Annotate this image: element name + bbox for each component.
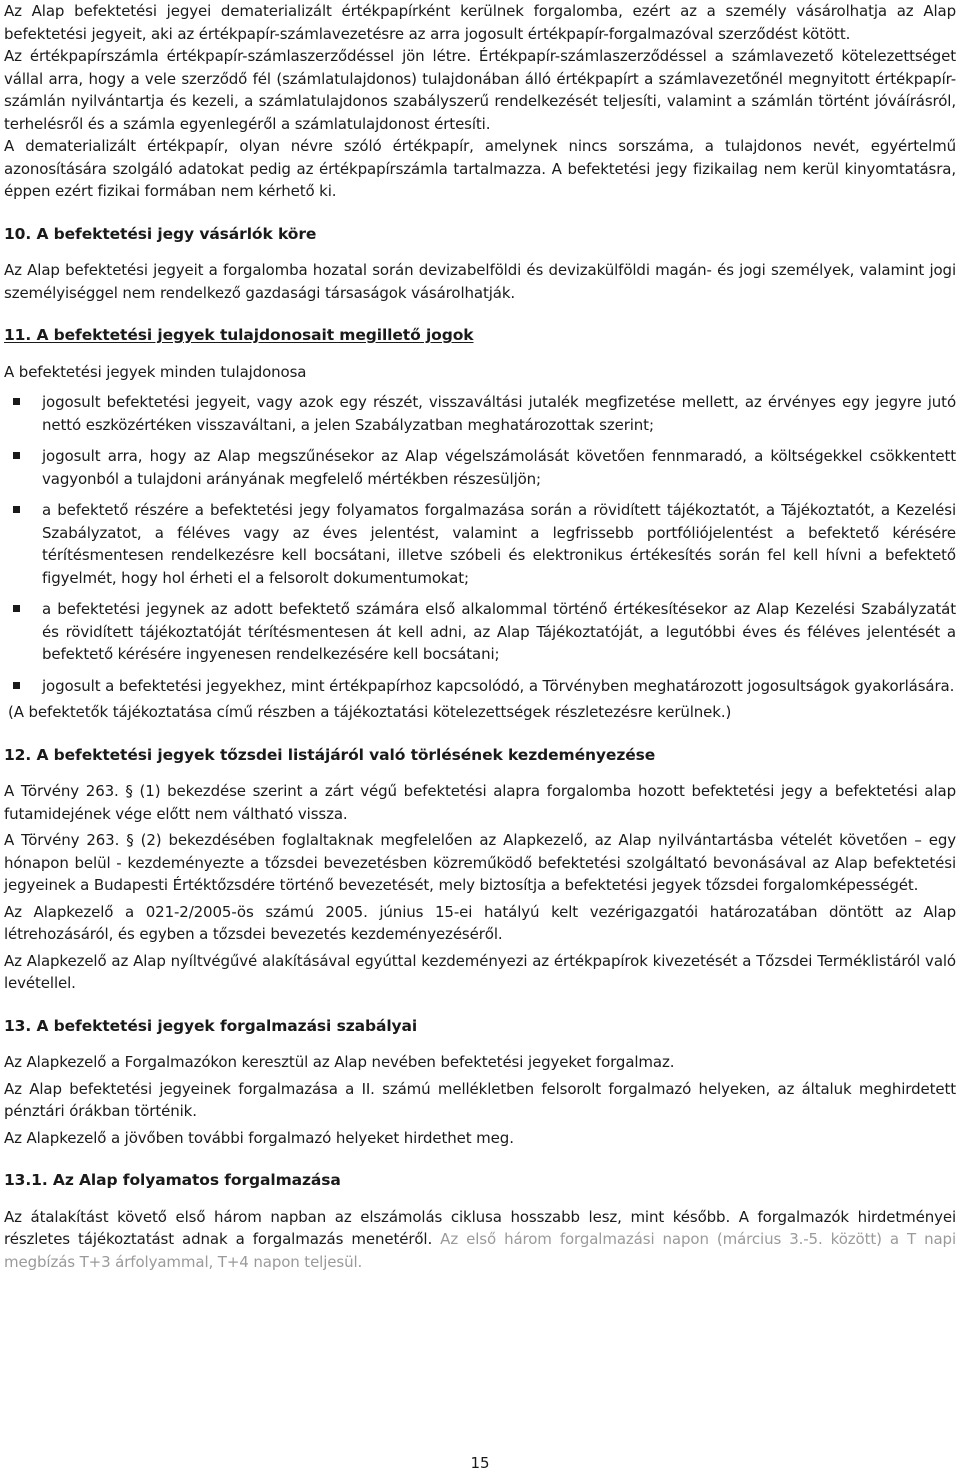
section-11-heading	[4, 324, 956, 347]
section-11-note: (A befektetők tájékoztatása című részben a tájékoztatási kötelezettségek részletezésre kerülnek.)	[8, 703, 732, 721]
section-13-1-text: Az átalakítást követő első három napban az elszámolás ciklusa hosszabb lesz, mint később. A forgalmazók hirdetményei részletes tájékoztatást adnak a forgalmazás menetéről.	[4, 1207, 956, 1248]
intro-paragraph-2: Az értékpapírszámla értékpapír-számlaszerződéssel jön létre. Értékpapír-számlaszerződéssel a számlavezető kötelezettséget vállal arra, hogy a vele szerződő fél (számlatulajdonos) tulajdonában álló értékpapírt a számlavezetőnél megnyitott értékpapír-számlán nyilvántartja és kezeli, a számlatulajdonos szabályszerű rendelkezését teljesíti, valamint a számlán történt jóváírásról, terhelésről és a számla egyenlegéről a számlatulajdonost értesíti.	[4, 47, 956, 133]
page-number: 15	[470, 1454, 490, 1472]
list-item-text: jogosult befektetési jegyeit, vagy azok egy részét, visszaváltási jutalék megfizetése mellett, az érvényes egy jegyre jutó nettó eszközértéken visszaváltani, a jelen Szabályzatban meghatározottak szerint;	[42, 393, 956, 434]
section-12-paragraph-2: A Törvény 263. § (2) bekezdésében foglaltaknak megfelelően az Alapkezelő, az Alap nyilvántartásba vételét követően – egy hónapon belül - kezdeményezte a tőzsdei bevezetésben közreműködő befektetési szolgáltató bevonásával az Alap befektetési jegyeinek a Budapesti Értéktőzsdére történő bevezetését, mely biztosítja a befektetési jegyek tőzsdei forgalomképességét.	[4, 831, 956, 894]
section-11-rights-list	[4, 391, 956, 697]
section-11-heading-text: 11. A befektetési jegyek tulajdonosait megillető jogok	[4, 326, 474, 344]
intro-paragraph-3: A dematerializált értékpapír, olyan névre szóló értékpapír, amelynek nincs sorszáma, a tulajdonos nevét, egyértelmű azonosítására szolgáló adatokat pedig az értékpapírszámla tartalmazza. A befektetési jegy fizikailag nem kerül kinyomtatásra, éppen ezért fizikai formában nem kérhető ki.	[4, 137, 956, 200]
section-12-paragraph-4: Az Alapkezelő az Alap nyíltvégűvé alakításával egyúttal kezdeményezi az értékpapírok kivezetését a Tőzsdei Terméklistáról való levétellel.	[4, 951, 956, 992]
section-12-paragraph-3: Az Alapkezelő a 021-2/2005-ös számú 2005. június 15-ei hatályú kelt vezérigazgatói határozatában döntött az Alap létrehozásáról, és egyben a tőzsdei bevezetés kezdeményezéséről.	[4, 902, 956, 943]
document-body	[4, 0, 956, 1273]
list-item-text: jogosult arra, hogy az Alap megszűnésekor az Alap végelszámolását követően fennmaradó, a költségekkel csökkentett vagyonból a tulajdoni arányának megfelelő mértékben részesüljön;	[42, 447, 956, 488]
section-10-heading: 10. A befektetési jegy vásárlók köre	[4, 224, 317, 243]
section-13-paragraph-3: Az Alapkezelő a jövőben további forgalmazó helyeket hirdethet meg.	[4, 1128, 514, 1147]
section-13-1-heading: 13.1. Az Alap folyamatos forgalmazása	[4, 1171, 341, 1189]
section-12-paragraph-1: A Törvény 263. § (1) bekezdése szerint a zárt végű befektetési alapra forgalomba hozott befektetési jegy a befektetési alap futamidejének vége előtt nem váltható vissza.	[4, 782, 956, 823]
section-13-1-muted-text: Az első három forgalmazási napon (március 3.-5. között) a T napi megbízás T+3 árfolyammal, T+4 napon teljesül.	[4, 1230, 956, 1271]
square-bullet-icon	[13, 452, 20, 459]
section-13-heading: 13. A befektetési jegyek forgalmazási szabályai	[4, 1016, 418, 1035]
list-item	[4, 445, 956, 490]
list-item	[4, 391, 956, 436]
section-11-lead: A befektetési jegyek minden tulajdonosa	[4, 362, 307, 381]
section-10-paragraph-1: Az Alap befektetési jegyeit a forgalomba hozatal során devizabelföldi és devizakülföldi magán- és jogi személyek, valamint jogi személyiséggel nem rendelkező gazdasági társaságok vásárolhatják.	[4, 261, 956, 302]
square-bullet-icon	[13, 682, 20, 689]
intro-paragraph-1: Az Alap befektetési jegyei dematerializált értékpapírként kerülnek forgalomba, ezért az a személy vásárolhatja az Alap befektetési jegyeit, aki az értékpapír-számlavezetésre az arra jogosult értékpapír-forgalmazóval szerződést kötött.	[4, 2, 956, 43]
list-item	[4, 598, 956, 666]
section-13-paragraph-1: Az Alapkezelő a Forgalmazókon keresztül az Alap nevében befektetési jegyeket forgalmaz.	[4, 1053, 675, 1071]
list-item-text: a befektetési jegynek az adott befektető számára első alkalommal történő értékesítésekor az Alap Kezelési Szabályzatát és rövidített tájékoztatóját térítésmentesen át kell adni, az Alap Tájékoztatóját, a legutóbbi éves és féléves jelentését a befektető kérésére ingyenesen rendelkezésére kell bocsátani;	[42, 600, 956, 663]
section-12-heading: 12. A befektetési jegyek tőzsdei listájáról való törlésének kezdeményezése	[4, 745, 656, 764]
list-item-text: jogosult a befektetési jegyekhez, mint értékpapírhoz kapcsolódó, a Törvényben meghatározott jogosultságok gyakorlására.	[42, 676, 955, 695]
square-bullet-icon	[13, 398, 20, 405]
section-13-paragraph-2: Az Alap befektetési jegyeinek forgalmazása a II. számú mellékletben felsorolt forgalmazó helyeken, az általuk meghirdetett pénztári órákban történik.	[4, 1079, 956, 1120]
list-item-text: a befektető részére a befektetési jegy folyamatos forgalmazása során a rövidített tájékoztatót, a Tájékoztatót, a Kezelési Szabályzatot, a féléves vagy az éves jelentést, valamint a legfrissebb portfóliójelentést a befektető kérésére térítésmentesen rendelkezésre kell bocsátani, illetve szóbeli és elektronikus értékesítés során fel kell hívni a befektető figyelmét, hogy hol érheti el a felsorolt dokumentumokat;	[42, 501, 956, 587]
square-bullet-icon	[13, 506, 20, 513]
list-item	[4, 675, 956, 698]
list-item	[4, 499, 956, 589]
section-13-1-paragraph-1	[4, 1206, 956, 1274]
square-bullet-icon	[13, 605, 20, 612]
